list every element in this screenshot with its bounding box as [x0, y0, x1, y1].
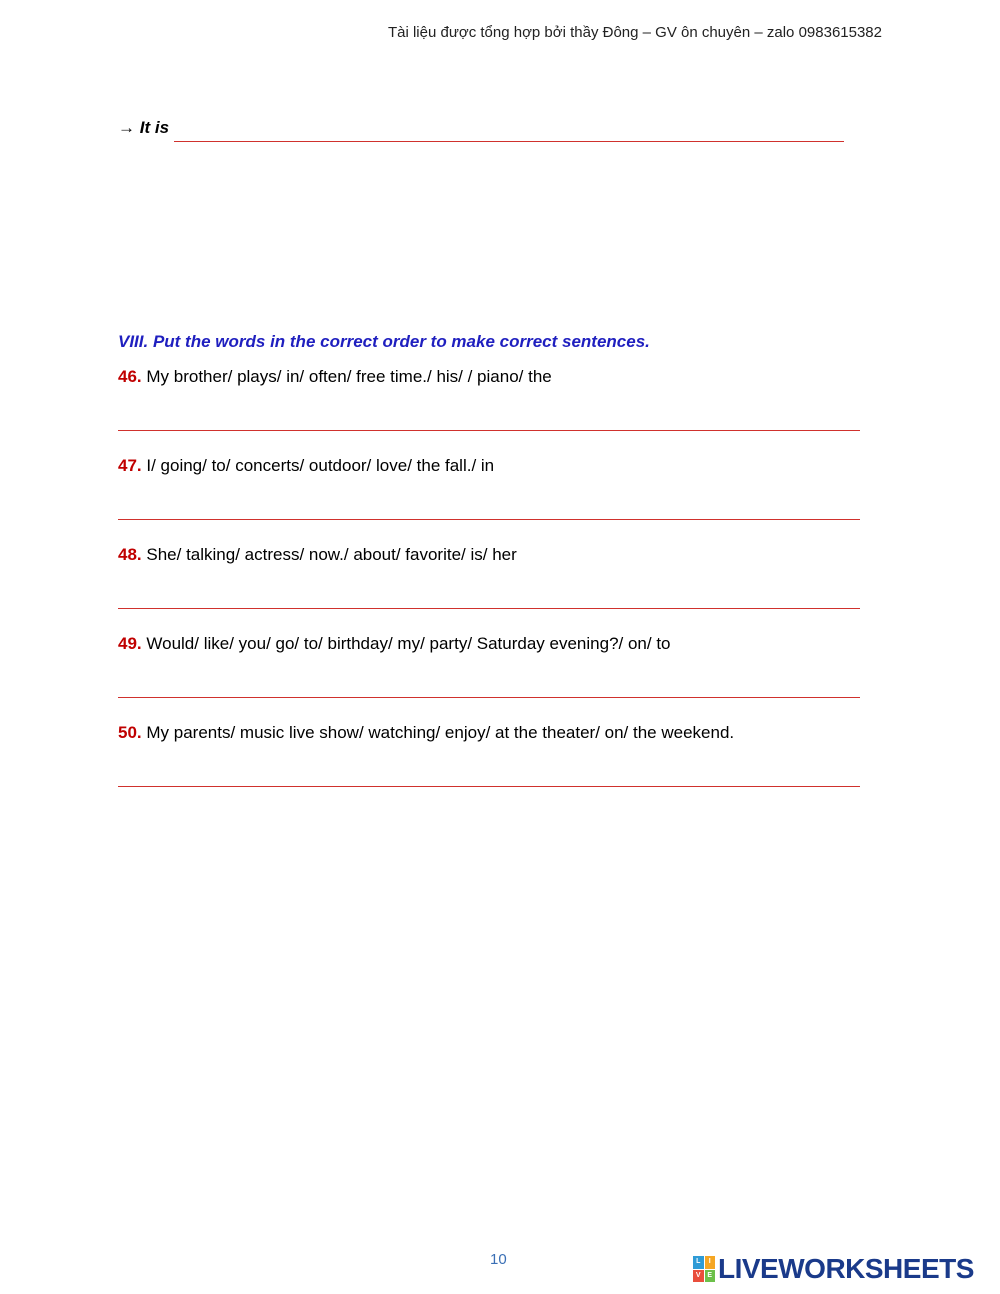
answer-prefix-text: It is	[139, 118, 170, 137]
arrow-icon: →	[118, 118, 135, 137]
answer-line-49[interactable]	[118, 697, 860, 698]
header-note: Tài liệu được tổng hợp bởi thầy Đông – GV ôn chuyên – zalo 0983615382	[387, 24, 882, 41]
question-text: She/ talking/ actress/ now./ about/ favorite/ is/ her	[146, 545, 517, 564]
question-47	[118, 456, 494, 476]
question-text: My brother/ plays/ in/ often/ free time./ his/ / piano/ the	[146, 367, 552, 386]
logo-tile-v: V	[693, 1270, 704, 1283]
liveworksheets-logo-icon	[693, 1256, 715, 1282]
page-number: 10	[490, 1251, 507, 1268]
question-number: 47.	[118, 456, 142, 475]
question-text: I/ going/ to/ concerts/ outdoor/ love/ the fall./ in	[146, 456, 495, 475]
question-text: My parents/ music live show/ watching/ enjoy/ at the theater/ on/ the weekend.	[146, 723, 735, 742]
question-number: 49.	[118, 634, 142, 653]
answer-line-50[interactable]	[118, 786, 860, 787]
question-49	[118, 634, 671, 654]
logo-tile-i: I	[705, 1256, 716, 1269]
section-title: VIII. Put the words in the correct order to make correct sentences.	[118, 332, 650, 351]
logo-tile-e: E	[705, 1270, 716, 1283]
question-number: 46.	[118, 367, 142, 386]
question-number: 50.	[118, 723, 142, 742]
liveworksheets-brand	[693, 1252, 974, 1286]
question-number: 48.	[118, 545, 142, 564]
question-46	[118, 367, 552, 387]
answer-prefix	[118, 118, 169, 138]
question-text: Would/ like/ you/ go/ to/ birthday/ my/ party/ Saturday evening?/ on/ to	[146, 634, 671, 653]
question-50	[118, 723, 734, 743]
brand-text: LIVEWORKSHEETS	[718, 1253, 974, 1284]
answer-line-47[interactable]	[118, 519, 860, 520]
previous-answer-line	[118, 118, 844, 144]
question-48	[118, 545, 517, 565]
answer-input-line[interactable]	[174, 141, 844, 142]
answer-line-46[interactable]	[118, 430, 860, 431]
logo-tile-l: L	[693, 1256, 704, 1269]
answer-line-48[interactable]	[118, 608, 860, 609]
